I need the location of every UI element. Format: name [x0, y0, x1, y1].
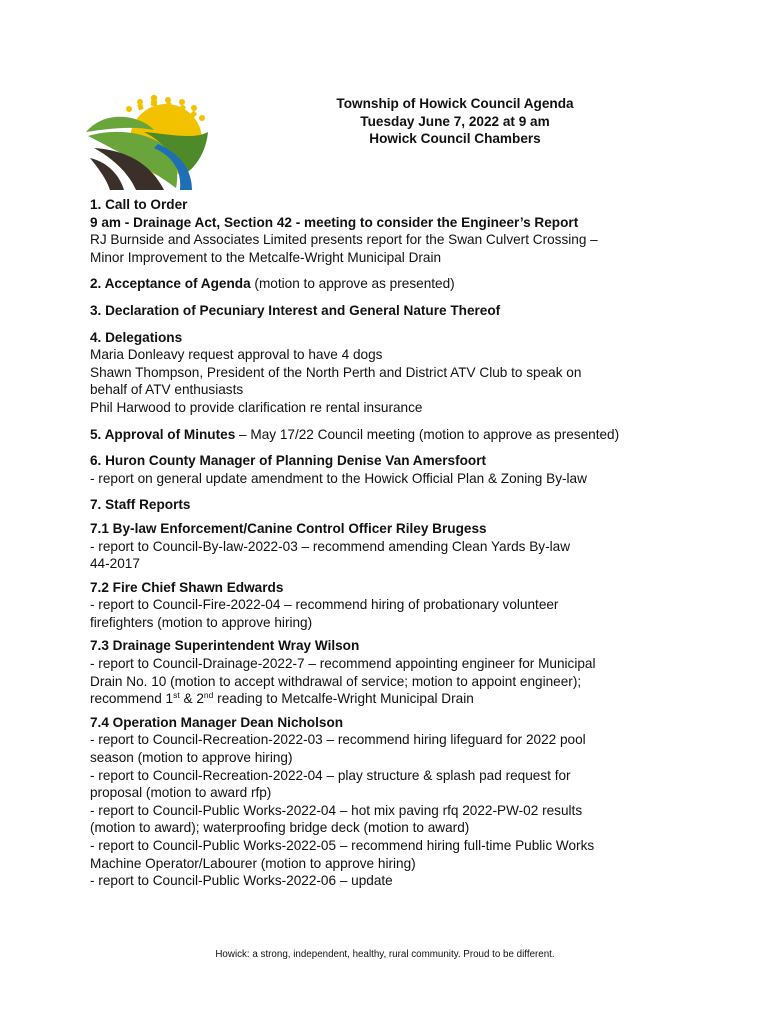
- section-acceptance-of-agenda: [90, 275, 690, 293]
- agenda-line: - report to Council-Public Works-2022-06 – update: [90, 873, 393, 889]
- agenda-note: (motion to approve as presented): [250, 276, 455, 292]
- agenda-line: - report to Council-By-law-2022-03 – recommend amending Clean Yards By-law: [90, 538, 571, 554]
- ordinal-superscript: nd: [203, 690, 214, 701]
- subsection-heading: 7.1 By-law Enforcement/Canine Control Officer Riley Brugess: [90, 520, 487, 536]
- section-heading: 3. Declaration of Pecuniary Interest and General Nature Thereof: [90, 302, 501, 318]
- agenda-line: season (motion to approve hiring): [90, 750, 293, 766]
- agenda-line: Minor Improvement to the Metcalfe-Wright Municipal Drain: [90, 249, 442, 265]
- township-logo: [84, 92, 224, 192]
- agenda-header: [240, 95, 670, 148]
- agenda-line: [90, 690, 690, 708]
- agenda-line: - report to Council-Public Works-2022-04 – hot mix paving rfq 2022-PW-02 results: [90, 802, 583, 818]
- section-heading: 6. Huron County Manager of Planning Denise Van Amersfoort: [90, 453, 487, 469]
- section-heading: 4. Delegations: [90, 329, 183, 345]
- section-heading: 2. Acceptance of Agenda: [90, 276, 251, 292]
- subsection-heading: 7.3 Drainage Superintendent Wray Wilson: [90, 638, 360, 654]
- agenda-line: proposal (motion to award rfp): [90, 785, 272, 801]
- text-fragment: reading to Metcalfe-Wright Municipal Drain: [213, 691, 474, 707]
- section-huron-county-planning: [90, 452, 690, 487]
- text-fragment: & 2: [179, 691, 204, 707]
- agenda-line: Machine Operator/Labourer (motion to approve hiring): [90, 855, 416, 871]
- meeting-location: Howick Council Chambers: [369, 131, 541, 146]
- subsection-drainage: [90, 637, 690, 707]
- agenda-line: firefighters (motion to approve hiring): [90, 614, 313, 630]
- agenda-note: – May 17/22 Council meeting (motion to approve as presented): [235, 426, 620, 442]
- section-call-to-order: [90, 196, 690, 266]
- agenda-line: 9 am - Drainage Act, Section 42 - meeting to consider the Engineer’s Report: [90, 214, 579, 230]
- subsection-heading: 7.2 Fire Chief Shawn Edwards: [90, 579, 284, 595]
- subsection-heading: 7.4 Operation Manager Dean Nicholson: [90, 714, 344, 730]
- section-heading: 5. Approval of Minutes: [90, 426, 236, 442]
- agenda-line: RJ Burnside and Associates Limited presents report for the Swan Culvert Crossing –: [90, 232, 598, 248]
- agenda-line: - report on general update amendment to the Howick Official Plan & Zoning By-law: [90, 470, 587, 486]
- agenda-line: - report to Council-Recreation-2022-04 – play structure & splash pad request for: [90, 767, 571, 783]
- ordinal-superscript: st: [173, 690, 180, 701]
- section-approval-of-minutes: [90, 426, 690, 444]
- agenda-line: (motion to award); waterproofing bridge deck (motion to award): [90, 820, 470, 836]
- agenda-line: - report to Council-Drainage-2022-7 – recommend appointing engineer for Municipal: [90, 656, 596, 672]
- agenda-line: Maria Donleavy request approval to have 4 dogs: [90, 347, 383, 363]
- subsection-operations: [90, 714, 690, 890]
- agenda-title: Township of Howick Council Agenda: [336, 96, 574, 111]
- agenda-line: - report to Council-Recreation-2022-03 – recommend hiring lifeguard for 2022 pool: [90, 732, 586, 748]
- footer-tagline: Howick: a strong, independent, healthy, rural community. Proud to be different.: [215, 949, 555, 960]
- subsection-bylaw-enforcement: [90, 520, 690, 573]
- text-fragment: recommend 1: [90, 691, 174, 707]
- section-heading: 1. Call to Order: [90, 197, 188, 212]
- section-heading: 7. Staff Reports: [90, 497, 191, 513]
- subsection-fire-chief: [90, 579, 690, 632]
- agenda-line: Drain No. 10 (motion to accept withdrawal of service; motion to appoint engineer);: [90, 673, 582, 689]
- agenda-line: 44-2017: [90, 556, 140, 572]
- section-pecuniary-interest: [90, 302, 690, 320]
- meeting-date: Tuesday June 7, 2022 at 9 am: [360, 113, 550, 129]
- agenda-line: Shawn Thompson, President of the North Perth and District ATV Club to speak on: [90, 364, 582, 380]
- agenda-line: - report to Council-Public Works-2022-05 – recommend hiring full-time Public Works: [90, 838, 595, 853]
- agenda-body: [90, 196, 690, 890]
- agenda-line: behalf of ATV enthusiasts: [90, 382, 244, 398]
- agenda-line: Phil Harwood to provide clarification re rental insurance: [90, 399, 423, 415]
- section-staff-reports: [90, 496, 690, 889]
- agenda-line: - report to Council-Fire-2022-04 – recommend hiring of probationary volunteer: [90, 597, 559, 613]
- section-delegations: [90, 329, 690, 417]
